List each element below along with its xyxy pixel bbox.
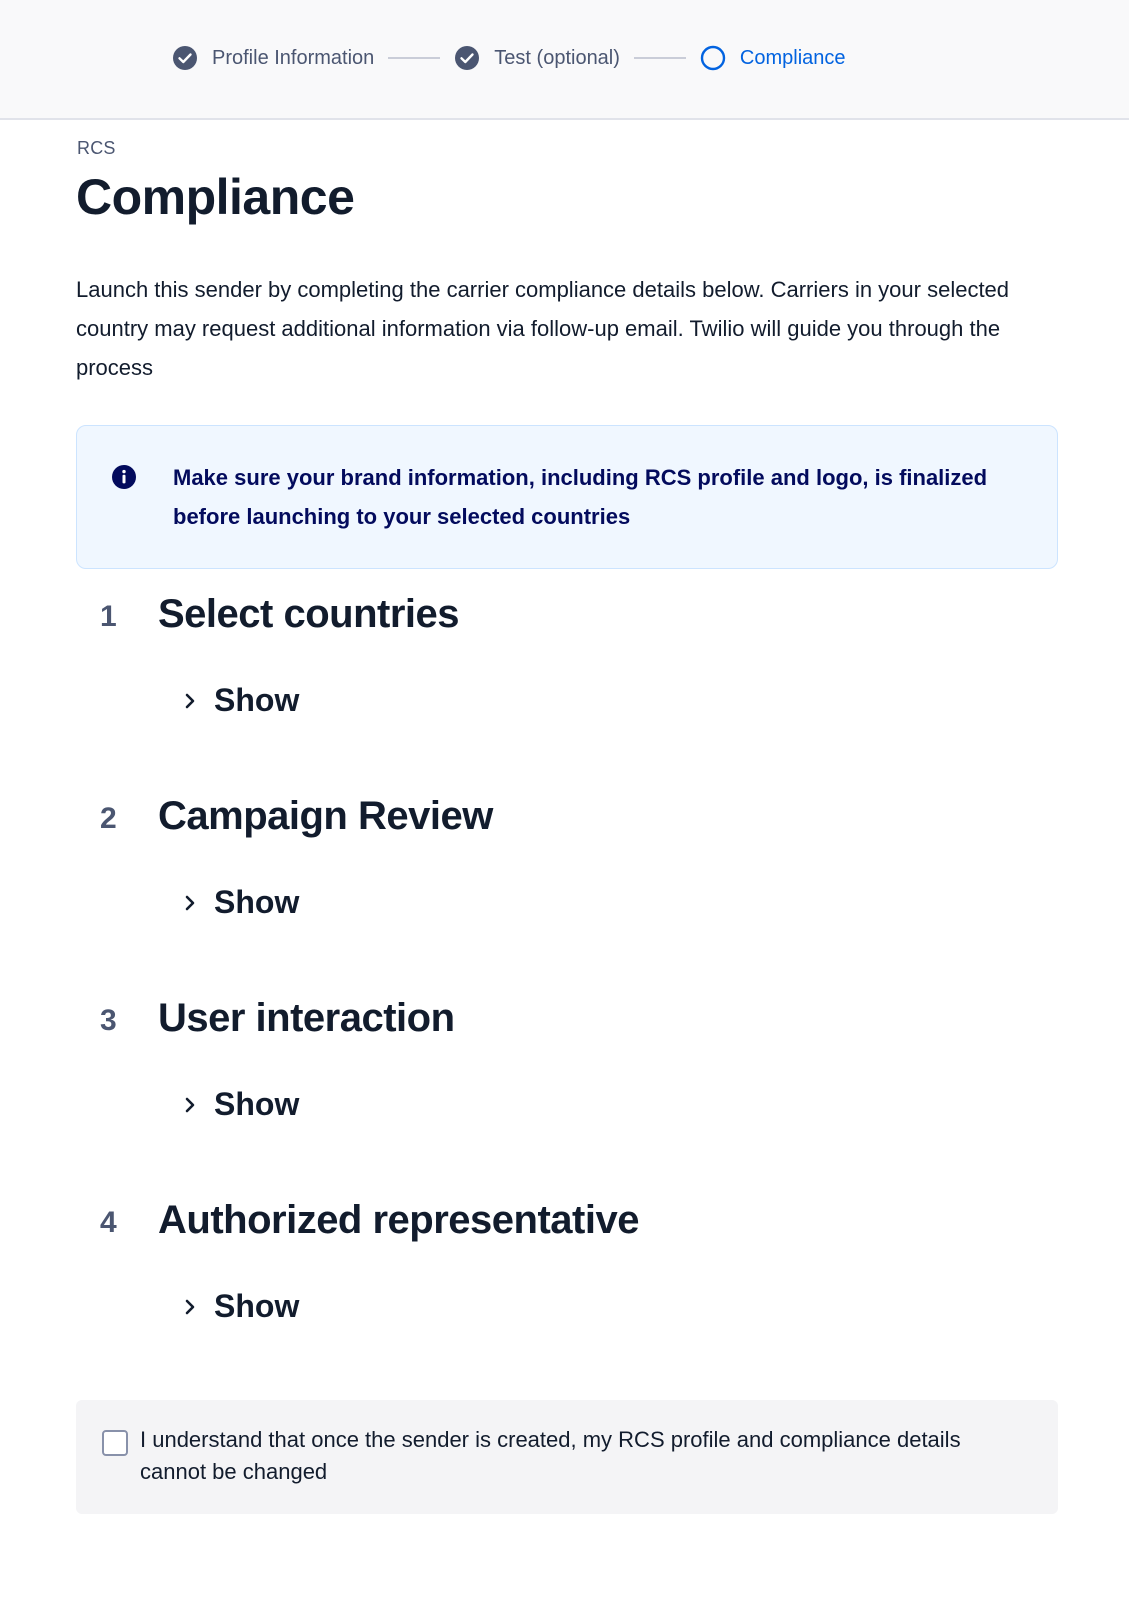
section-number: 1: [100, 600, 117, 633]
check-circle-icon: [454, 45, 480, 71]
step-profile-information[interactable]: [172, 45, 374, 71]
info-callout: [76, 425, 1058, 569]
section-number: 4: [100, 1206, 117, 1239]
progress-stepper: [172, 44, 846, 72]
step-label: Test (optional): [494, 46, 620, 69]
section-title: Campaign Review: [158, 794, 493, 838]
section-title: Select countries: [158, 592, 460, 636]
show-label: Show: [214, 682, 300, 718]
step-connector: [388, 57, 440, 59]
section-number: 2: [100, 802, 117, 835]
show-toggle-authorized-representative[interactable]: [182, 1288, 299, 1325]
show-toggle-campaign-review[interactable]: [182, 884, 299, 921]
current-step-circle-icon: [700, 45, 726, 71]
page-title: Compliance: [76, 169, 355, 225]
info-icon: [111, 464, 137, 490]
step-compliance[interactable]: [700, 45, 846, 71]
progress-stepper-bar: [0, 0, 1129, 120]
step-connector: [634, 57, 686, 59]
chevron-right-icon: [182, 1296, 198, 1318]
show-label: Show: [214, 884, 300, 920]
callout-text: Make sure your brand information, including RCS profile and logo, is finalized before launching to your selected countries: [173, 465, 988, 529]
chevron-right-icon: [182, 1094, 198, 1116]
show-toggle-user-interaction[interactable]: [182, 1086, 299, 1123]
step-label: Profile Information: [212, 46, 375, 69]
section-number: 3: [100, 1004, 117, 1037]
page-description: Launch this sender by completing the carrier compliance details below. Carriers in your selected country may request additional information via follow-up email. Twilio will guide you through the process: [76, 277, 1010, 380]
section-title: User interaction: [158, 996, 455, 1040]
show-toggle-select-countries[interactable]: [182, 682, 299, 719]
page-eyebrow: RCS: [77, 138, 116, 158]
acknowledgement-box: [76, 1400, 1058, 1514]
check-circle-icon: [172, 45, 198, 71]
step-test-optional[interactable]: [454, 45, 620, 71]
show-label: Show: [214, 1086, 300, 1122]
chevron-right-icon: [182, 892, 198, 914]
section-title: Authorized representative: [158, 1198, 639, 1242]
acknowledgement-label[interactable]: I understand that once the sender is created, my RCS profile and compliance details cannot be changed: [140, 1427, 961, 1484]
chevron-right-icon: [182, 690, 198, 712]
acknowledgement-checkbox[interactable]: [102, 1430, 128, 1456]
show-label: Show: [214, 1288, 300, 1324]
step-label: Compliance: [739, 46, 846, 69]
